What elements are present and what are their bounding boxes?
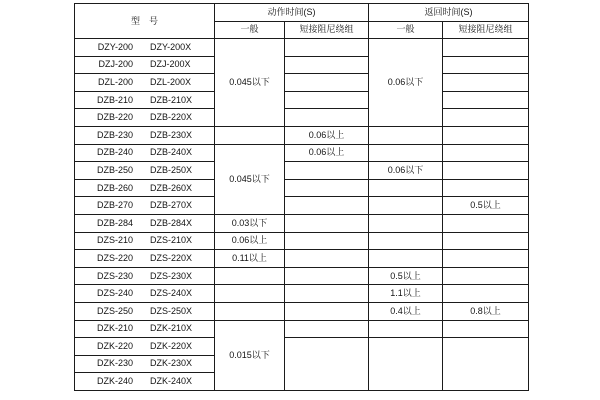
model-pair <box>75 219 214 228</box>
return-general-cell: 0.06以下 <box>369 39 443 127</box>
model-name: DZB-260 <box>96 182 133 193</box>
table-row <box>75 91 529 109</box>
return-damping-cell <box>443 320 529 338</box>
return-damping-cell <box>443 214 529 232</box>
model-pair <box>75 272 214 281</box>
model-name: DZK-220 <box>96 340 133 351</box>
model-name-x: DZB-230X <box>149 129 193 140</box>
model-name-x: DZB-260X <box>149 182 193 193</box>
model-cell <box>75 126 215 144</box>
action-general-cell: 0.11以上 <box>215 250 285 268</box>
model-pair <box>75 254 214 263</box>
table-row <box>75 144 529 162</box>
return-damping-cell <box>443 126 529 144</box>
model-pair <box>75 359 214 368</box>
model-name: DZS-230 <box>96 270 133 281</box>
table-row <box>75 302 529 320</box>
table-row <box>75 179 529 197</box>
return-general-cell <box>369 232 443 250</box>
model-cell <box>75 285 215 303</box>
model-name-x: DZB-284X <box>149 217 193 228</box>
return-general-cell <box>369 250 443 268</box>
return-general-cell: 1.1以上 <box>369 285 443 303</box>
return-damping-cell <box>443 267 529 285</box>
model-name: DZB-240 <box>96 147 133 158</box>
return-damping-cell <box>443 179 529 197</box>
model-pair <box>75 184 214 193</box>
model-cell <box>75 197 215 215</box>
model-cell <box>75 373 215 391</box>
model-pair <box>75 201 214 210</box>
action-general-cell: 0.06以上 <box>215 232 285 250</box>
table-row <box>75 214 529 232</box>
action-damping-cell <box>285 74 369 92</box>
return-damping-cell <box>443 74 529 92</box>
model-name-x: DZS-240X <box>149 288 193 299</box>
return-damping-cell: 0.5以上 <box>443 197 529 215</box>
model-name-x: DZB-210X <box>149 94 193 105</box>
table-row <box>75 267 529 285</box>
action-damping-cell <box>285 179 369 197</box>
model-pair <box>75 342 214 351</box>
return-damping-cell <box>443 250 529 268</box>
header-return-general: 一般 <box>369 21 443 39</box>
model-cell <box>75 179 215 197</box>
table-header <box>75 4 529 39</box>
return-general-cell <box>369 126 443 144</box>
return-general-cell <box>369 214 443 232</box>
model-name-x: DZY-200X <box>149 41 192 52</box>
table-row <box>75 338 529 356</box>
model-name-x: DZS-230X <box>149 270 193 281</box>
model-cell <box>75 232 215 250</box>
action-general-cell: 0.03以下 <box>215 214 285 232</box>
action-general-cell <box>215 126 285 144</box>
table-row <box>75 320 529 338</box>
model-pair <box>75 148 214 157</box>
spec-table <box>74 3 529 391</box>
model-pair <box>75 307 214 316</box>
model-name-x: DZS-210X <box>149 235 193 246</box>
model-name-x: DZB-240X <box>149 147 193 158</box>
model-name-x: DZS-220X <box>149 252 193 263</box>
action-damping-cell: 0.06以上 <box>285 144 369 162</box>
action-damping-cell <box>285 39 369 57</box>
model-pair <box>75 166 214 175</box>
header-row-groups <box>75 4 529 22</box>
action-general-cell: 0.045以下 <box>215 144 285 214</box>
model-pair <box>75 78 214 87</box>
model-cell <box>75 74 215 92</box>
model-cell <box>75 302 215 320</box>
model-cell <box>75 162 215 180</box>
header-action-general: 一般 <box>215 21 285 39</box>
action-general-cell <box>215 267 285 285</box>
model-name: DZB-250 <box>96 164 133 175</box>
model-cell <box>75 320 215 338</box>
return-damping-cell <box>443 39 529 57</box>
model-pair <box>75 377 214 386</box>
action-damping-cell <box>285 267 369 285</box>
table-row <box>75 162 529 180</box>
return-damping-cell <box>443 56 529 74</box>
model-pair <box>75 60 214 69</box>
action-damping-cell <box>285 302 369 320</box>
model-name: DZK-210 <box>96 323 133 334</box>
model-name: DZB-220 <box>96 112 133 123</box>
return-damping-cell <box>443 232 529 250</box>
action-damping-cell <box>285 109 369 127</box>
return-general-cell: 0.4以上 <box>369 302 443 320</box>
model-name-x: DZK-230X <box>149 358 193 369</box>
return-damping-cell <box>443 144 529 162</box>
action-damping-cell <box>285 338 369 391</box>
header-model: 型 号 <box>75 4 215 39</box>
model-name: DZB-270 <box>96 200 133 211</box>
model-name: DZS-250 <box>96 305 133 316</box>
model-cell <box>75 109 215 127</box>
return-damping-cell <box>443 162 529 180</box>
model-name-x: DZJ-200X <box>150 59 191 70</box>
return-damping-cell: 0.8以上 <box>443 302 529 320</box>
action-general-cell: 0.045以下 <box>215 39 285 127</box>
model-name-x: DZB-250X <box>149 164 193 175</box>
return-damping-cell <box>443 109 529 127</box>
model-pair <box>75 43 214 52</box>
model-pair <box>75 96 214 105</box>
model-cell <box>75 56 215 74</box>
model-pair <box>75 236 214 245</box>
model-name-x: DZS-250X <box>149 305 193 316</box>
table-row <box>75 74 529 92</box>
model-name: DZB-210 <box>96 94 133 105</box>
table-row <box>75 250 529 268</box>
action-damping-cell <box>285 285 369 303</box>
model-pair <box>75 324 214 333</box>
action-damping-cell: 0.06以上 <box>285 126 369 144</box>
return-general-cell <box>369 179 443 197</box>
header-action-damping: 短接阻尼绕组 <box>285 21 369 39</box>
action-damping-cell <box>285 320 369 338</box>
action-damping-cell <box>285 197 369 215</box>
model-cell <box>75 267 215 285</box>
action-general-cell <box>215 302 285 320</box>
return-general-cell <box>369 144 443 162</box>
model-cell <box>75 39 215 57</box>
model-name: DZS-210 <box>96 235 133 246</box>
action-damping-cell <box>285 162 369 180</box>
table-row <box>75 56 529 74</box>
table-row <box>75 39 529 57</box>
model-name: DZB-284 <box>96 217 133 228</box>
model-name-x: DZL-200X <box>149 76 192 87</box>
model-cell <box>75 91 215 109</box>
model-name-x: DZB-270X <box>149 200 193 211</box>
model-name-x: DZB-220X <box>149 112 193 123</box>
model-name-x: DZK-240X <box>149 376 193 387</box>
model-name: DZS-240 <box>96 288 133 299</box>
model-name: DZK-230 <box>96 358 133 369</box>
return-general-cell <box>369 197 443 215</box>
return-damping-cell <box>443 338 529 391</box>
model-name-x: DZK-210X <box>149 323 193 334</box>
action-damping-cell <box>285 250 369 268</box>
return-general-cell: 0.5以上 <box>369 267 443 285</box>
table-row <box>75 109 529 127</box>
return-general-cell <box>369 320 443 338</box>
model-pair <box>75 113 214 122</box>
model-name-x: DZK-220X <box>149 340 193 351</box>
model-cell <box>75 144 215 162</box>
action-damping-cell <box>285 214 369 232</box>
return-damping-cell <box>443 91 529 109</box>
model-name: DZY-200 <box>97 41 133 52</box>
model-pair <box>75 131 214 140</box>
model-pair <box>75 289 214 298</box>
action-general-cell <box>215 285 285 303</box>
table-row <box>75 197 529 215</box>
table-row <box>75 232 529 250</box>
model-cell <box>75 338 215 356</box>
model-name: DZB-230 <box>96 129 133 140</box>
table-row <box>75 285 529 303</box>
header-return-damping: 短接阻尼绕组 <box>443 21 529 39</box>
table-body <box>75 39 529 391</box>
model-name: DZS-220 <box>96 252 133 263</box>
return-general-cell <box>369 338 443 391</box>
action-damping-cell <box>285 91 369 109</box>
header-action-time: 动作时间(S) <box>215 4 369 22</box>
model-name: DZK-240 <box>96 376 133 387</box>
action-damping-cell <box>285 232 369 250</box>
model-cell <box>75 214 215 232</box>
model-name: DZL-200 <box>97 76 133 87</box>
model-name: DZJ-200 <box>98 59 133 70</box>
model-cell <box>75 355 215 373</box>
return-damping-cell <box>443 285 529 303</box>
return-general-cell: 0.06以下 <box>369 162 443 180</box>
header-return-time: 返回时间(S) <box>369 4 529 22</box>
action-damping-cell <box>285 56 369 74</box>
action-general-cell: 0.015以下 <box>215 320 285 390</box>
model-cell <box>75 250 215 268</box>
table-row <box>75 126 529 144</box>
